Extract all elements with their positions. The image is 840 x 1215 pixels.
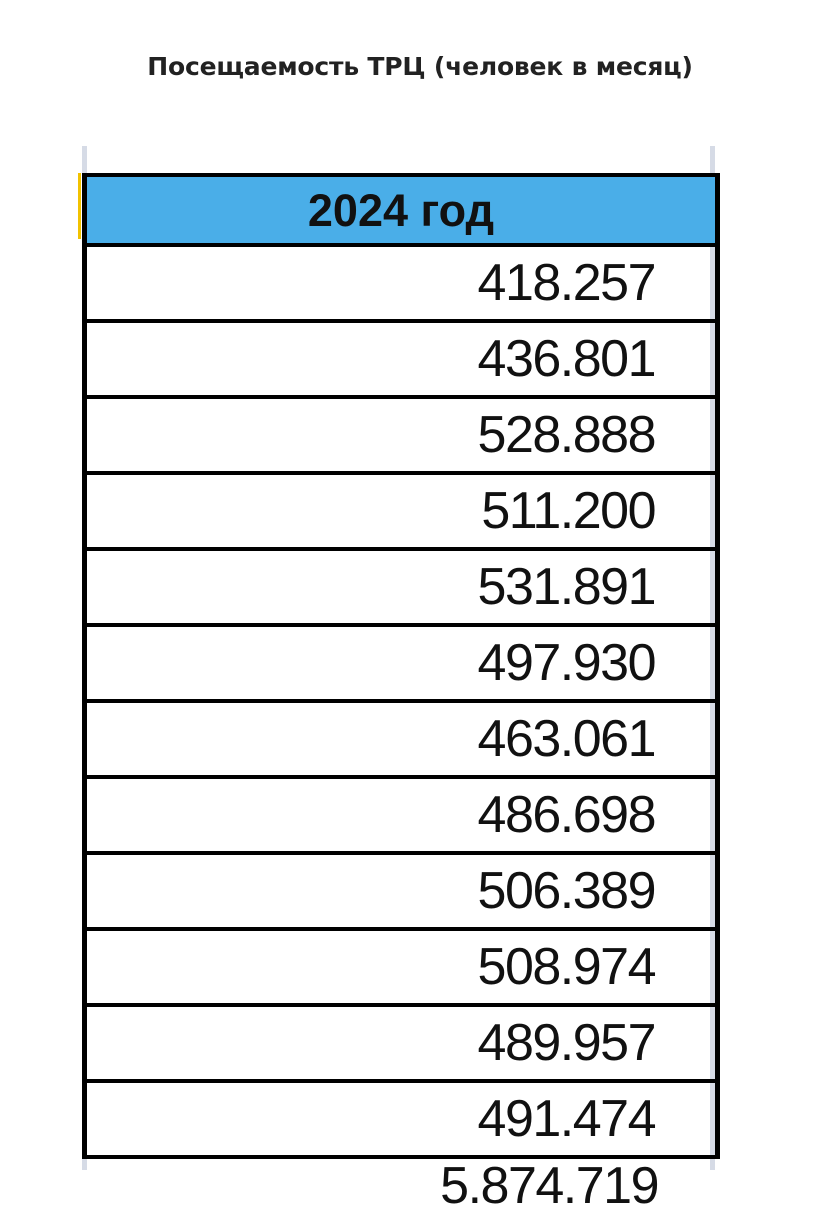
visits-table-container bbox=[82, 173, 720, 1159]
cropped-total-value bbox=[428, 1148, 658, 1215]
table-row bbox=[85, 321, 718, 397]
table-row bbox=[85, 473, 718, 549]
visits-cell: 486.698 bbox=[85, 777, 718, 853]
table-row bbox=[85, 397, 718, 473]
visits-cell: 418.257 bbox=[85, 245, 718, 321]
table-header-row bbox=[85, 175, 718, 245]
cropped-total-glyphs: 5.874.719 bbox=[440, 1157, 658, 1215]
table-row bbox=[85, 1081, 718, 1157]
page-title: Посещаемость ТРЦ (человек в месяц) bbox=[147, 52, 693, 81]
visits-table bbox=[82, 173, 720, 1159]
table-row bbox=[85, 701, 718, 777]
visits-cell: 436.801 bbox=[85, 321, 718, 397]
table-row bbox=[85, 853, 718, 929]
table-row bbox=[85, 929, 718, 1005]
visits-cell: 531.891 bbox=[85, 549, 718, 625]
cell-selection-accent bbox=[78, 173, 81, 239]
visits-cell: 463.061 bbox=[85, 701, 718, 777]
visits-cell: 491.474 bbox=[85, 1081, 718, 1157]
visits-cell: 506.389 bbox=[85, 853, 718, 929]
visits-cell: 508.974 bbox=[85, 929, 718, 1005]
year-header-cell: 2024 год bbox=[85, 175, 718, 245]
table-row bbox=[85, 625, 718, 701]
table-row bbox=[85, 549, 718, 625]
spreadsheet-screenshot bbox=[78, 140, 728, 1215]
table-row bbox=[85, 1005, 718, 1081]
visits-cell: 489.957 bbox=[85, 1005, 718, 1081]
table-row bbox=[85, 245, 718, 321]
visits-cell: 528.888 bbox=[85, 397, 718, 473]
table-row bbox=[85, 777, 718, 853]
visits-cell: 511.200 bbox=[85, 473, 718, 549]
visits-cell: 497.930 bbox=[85, 625, 718, 701]
